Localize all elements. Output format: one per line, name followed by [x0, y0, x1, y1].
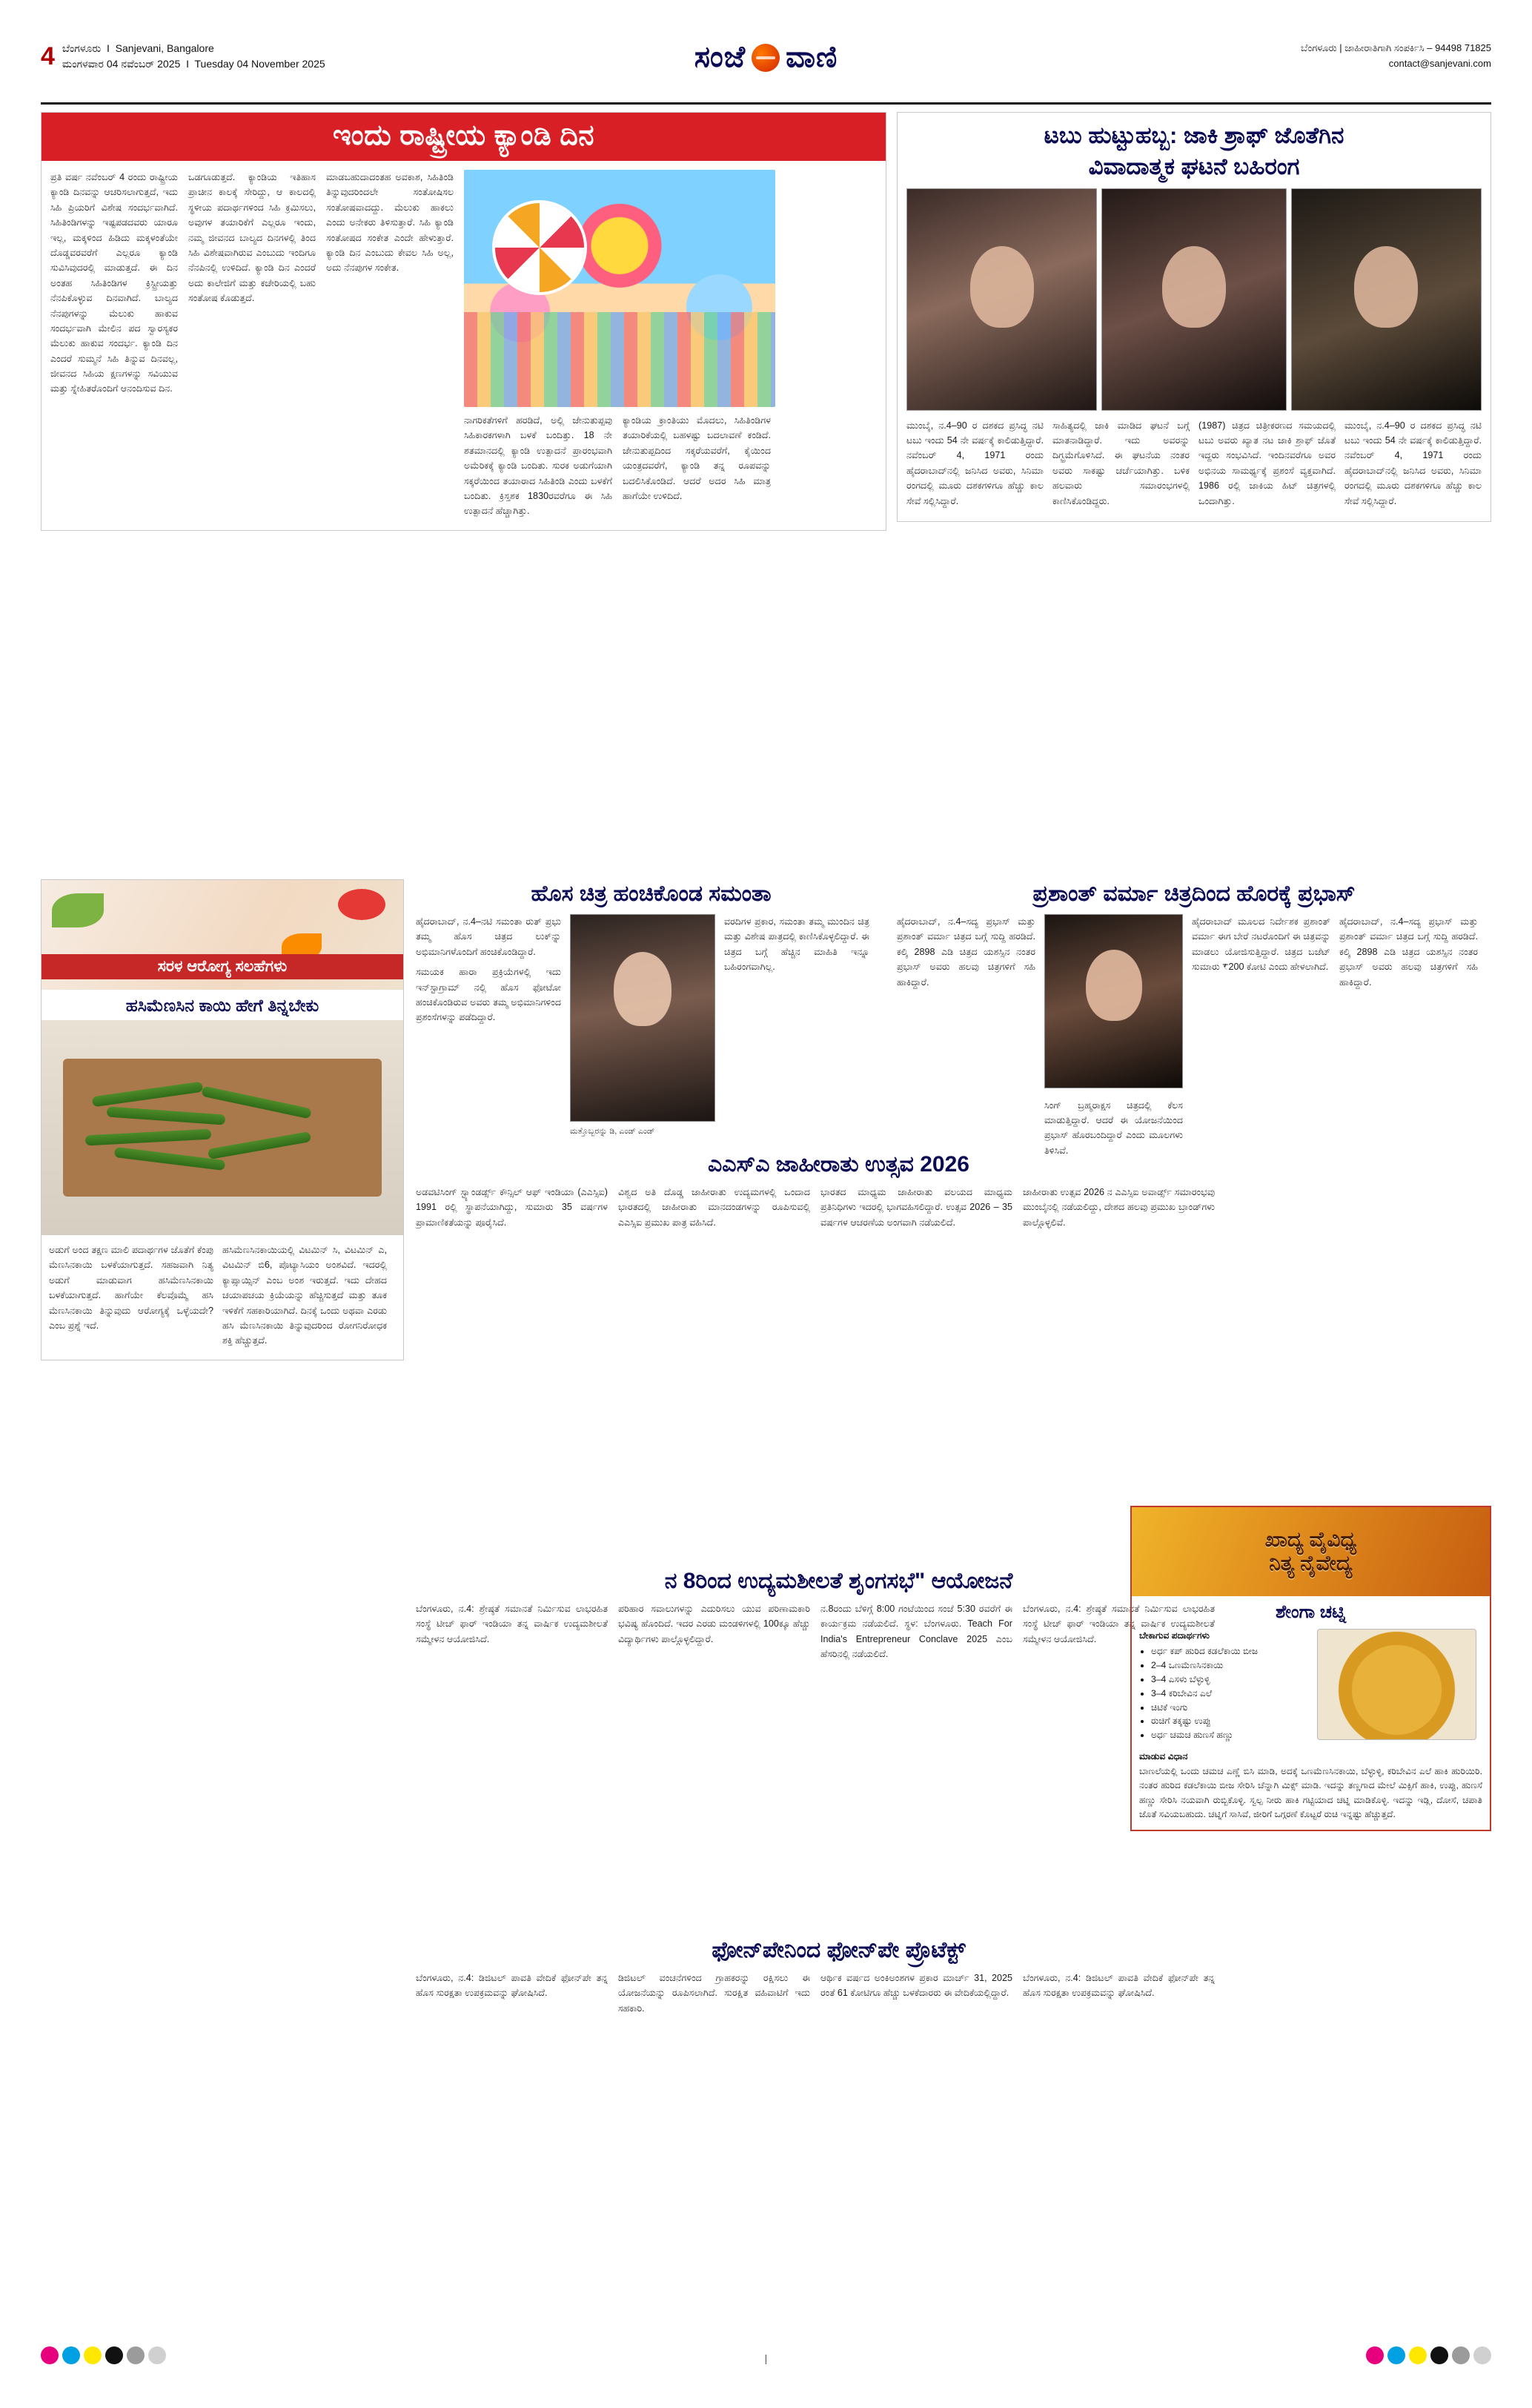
candy-para-2: ಒಡಗೂಡುತ್ತದೆ. ಕ್ಯಾಂಡಿಯ ಇತಿಹಾಸ ಪ್ರಾಚೀನ ಕಾಲಕ್ಕೆ ಸೇರಿದ್ದು, ಆ ಕಾಲದಲ್ಲಿ ಸ್ಥಳೀಯ ಪದಾರ್ಥಗಳಿಂದ ಸಿಹಿ ಕ್ರಮಿಸಲು, ಅವುಗಳ ತಯಾರಿಕೆಗೆ ಎಲ್ಲರೂ ಇಂದು, ನಮ್ಮ ಜೀವನದ ಬಾಲ್ಯದ ದಿನಗಳಲ್ಲಿ ತಿಂದ ಸಿಹಿ ವಿಶೇಷವಾಗಿರುವ ಎಂಬುದು ಇಂದಿಗೂ ನೆನಪಿನಲ್ಲಿ ಉಳಿದಿದೆ. ಕ್ಯಾಂಡಿ ದಿನ ಎಂದರೆ ಅದು ಕಾಲೇಜಿಗೆ ಮತ್ತು ಕಚೇರಿಯಲ್ಲಿ ಬಹು ಸಂತೋಷ ಕೊಡುತ್ತದೆ. — [188, 172, 316, 304]
candy-para-1: ಪ್ರತಿ ವರ್ಷ ನವೆಂಬರ್ 4 ರಂದು ರಾಷ್ಟ್ರೀಯ ಕ್ಯಾಂಡಿ ದಿನವನ್ನು ಆಚರಿಸಲಾಗುತ್ತದೆ, ಇದು ಸಿಹಿ ಪ್ರಿಯರಿಗೆ ವಿಶೇಷ ಸಂದರ್ಭವಾಗಿದೆ. ಸಿಹಿತಿಂಡಿಗಳನ್ನು ಇಷ್ಟಪಡದವರು ಯಾರೂ ಇಲ್ಲ, ಮಕ್ಕಳಿಂದ ಹಿಡಿದು ಮಕ್ಕಳಂತೆಯೇ ದೊಡ್ಡವರವರೆಗೆ ಎಲ್ಲರೂ ಕ್ಯಾಂಡಿ ಸುವಿಸಿವುದರಲ್ಲಿ ಮಾಡುತ್ತದೆ. ಈ ದಿನ ಅಂತಹ ಸಿಹಿತಿಂಡಿಗಳ ಕ್ರಿಸ್ಟ್ರೀಯತ್ತು ನೆನಪಿಕೊಳ್ಳುವ ದಿನವಾಗಿದೆ. ಬಾಲ್ಯದ ನೆನಪುಗಳನ್ನು ಮೆಲುಕು ಹಾಕುವ ಸಂದರ್ಭವಾಗಿ ಮೇಲಿನ ಪದ ಸ್ವಾರಸ್ಯಕರ ಮೆಲುಕು ಹಾಕುವ ಸಂದರ್ಭ. ಕ್ಯಾಂಡಿ ದಿನ ಎಂದರೆ ಸುಮ್ಮನೆ ಸಿಹಿ ತಿನ್ನುವ ದಿನವಲ್ಲ, ಜೀವನದ ಸಿಹಿಯ ಕ್ಷಣಗಳನ್ನು ಸವಿಯುವ ಮತ್ತು ಸ್ನೇಹಿತರೊಂದಿಗೆ ಆನಂದಿಸುವ ದಿನ. — [50, 172, 178, 394]
candy-column-4 — [464, 413, 612, 524]
health-para-2: ಹಸಿಮೆಣಸಿನಕಾಯಿಯಲ್ಲಿ ವಿಟಮಿನ್ ಸಿ, ವಿಟಮಿನ್ ಎ, ವಿಟಮಿನ್ ಬಿ6, ಪೊಟ್ಯಾಸಿಯಂ ಅಂಶವಿದೆ. ಇದರಲ್ಲಿ ಕ್ಯಾಪ್ಸಾಯ್ಸಿನ್ ಎಂಬ ಅಂಶ ಇರುತ್ತದೆ. ಇದು ದೇಹದ ಚಯಾಪಚಯ ಕ್ರಿಯೆಯನ್ನು ಹೆಚ್ಚಿಸುತ್ತದೆ ಮತ್ತು ತೂಕ ಇಳಿಕೆಗೆ ಸಹಕಾರಿಯಾಗಿದೆ. ದಿನಕ್ಕೆ ಒಂದು ಅಥವಾ ಎರಡು ಹಸಿ ಮೆಣಸಿನಕಾಯಿ ತಿನ್ನುವುದರಿಂದ ರೋಗನಿರೋಧಕ ಶಕ್ತಿ ಹೆಚ್ಚುತ್ತದೆ. — [222, 1245, 387, 1346]
phonepe-para-4: ಬೆಂಗಳೂರು, ನ.4: ಡಿಜಿಟಲ್ ಪಾವತಿ ವೇದಿಕೆ ಫೋನ್‌ಪೇ ತನ್ನ ಹೊಸ ಸುರಕ್ಷತಾ ಉಪಕ್ರಮವನ್ನು ಘೋಷಿಸಿದೆ. — [1023, 1973, 1215, 1999]
samantha-para-2: ಸಮಯಕ ಹಾರಾ ಪ್ರಕ್ರಿಯೆಗಳಲ್ಲಿ ಇದು ಇನ್‌ಸ್ಟಾಗ್ರಾಮ್ ನಲ್ಲಿ ಹೊಸ ಫೋಟೋ ಹಂಚಿಕೊಂಡಿರುವ ಅವರು ತಮ್ಮ ಅಭಿಮಾನಿಗಳಿಂದ ಪ್ರಶಂಸೆಗಳನ್ನು ಪಡೆದಿದ್ದಾರೆ. — [416, 967, 561, 1023]
edition-place-kannada: ಬೆಂಗಳೂರು — [62, 42, 102, 54]
candy-para-4: ನಾಗರಿಕತೆಗಳಿಗೆ ಹರಡಿದೆ, ಅಲ್ಲಿ ಜೇನುತುಪ್ಪವು ಸಿಹಿಕಾರಕಗಳಾಗಿ ಬಳಕೆ ಬಂದಿತ್ತು. 18 ನೇ ಶತಮಾನದಲ್ಲಿ ಕ್ಯಾಂಡಿ ಉತ್ಪಾದನೆ ಪ್ರಾರಂಭವಾಗಿ ಅಮೆರಿಕಕ್ಕೆ ಕ್ಯಾಂಡಿ ಬಂದಿತು. ಸುರಕ ಅಡುಗೆಯಾಗಿ ಸಕ್ಕರೆಯಿಂದ ತಯಾರಾದ ಸಿಹಿತಿಂಡಿ ಎಂದು ಬಳಕೆಗೆ ಬಂದಿತು. ಕ್ರಿಸ್ತಶಕ 1830ರವರೆಗೂ ಈ ಸಿಹಿ ಉತ್ಪಾದನೆ ಹೆಚ್ಚಾಗಿತ್ತು. — [464, 415, 612, 517]
samantha-photo-caption: ಮತ್ತೊಬ್ಬರನ್ನು ಡಿ, ಎಂಡ್ ಎಂಡ್ — [570, 1127, 655, 1136]
tabu-column-4 — [1344, 418, 1482, 514]
article-phonepe-protect — [416, 1936, 1261, 2021]
candy-column-2 — [188, 170, 316, 524]
prabhas-para-4: ಹೈದರಾಬಾದ್, ನ.4–ಸದ್ಯ ಪ್ರಭಾಸ್ ಮತ್ತು ಪ್ರಶಾಂತ್ ವರ್ಮಾ ಚಿತ್ರದ ಬಗ್ಗೆ ಸುದ್ದಿ ಹರಡಿದೆ. ಕಲ್ಕಿ 2898 ಎಡಿ ಚಿತ್ರದ ಯಶಸ್ಸಿನ ನಂತರ ಪ್ರಭಾಸ್ ಅವರು ಹಲವು ಚಿತ್ರಗಳಿಗೆ ಸಹಿ ಹಾಕಿದ್ದಾರೆ. — [1339, 916, 1478, 988]
masthead-right — [1032, 41, 1491, 72]
recipe-ingredients — [1139, 1629, 1310, 1742]
article-health-tips — [41, 879, 404, 1360]
ingredient-item: • 2–4 ಒಣಮೆಣಸಿನಕಾಯಿ — [1151, 1658, 1310, 1673]
asci-para-4: ಜಾಹೀರಾತು ಉತ್ಸವ 2026 ನ ಎಎಸ್ಸಿಐ ಅವಾರ್ಡ್ಸ್ ಸಮಾರಂಭವು ಮುಂಬೈನಲ್ಲಿ ನಡೆಯಲಿದ್ದು, ದೇಶದ ಹಲವು ಪ್ರಮುಖ ಬ್ರಾಂಡ್‌ಗಳು ಪಾಲ್ಗೊಳ್ಳಲಿವೆ. — [1023, 1187, 1215, 1228]
article-candy-day — [41, 112, 886, 531]
health-subtitle: ಹಸಿಮೆಣಸಿನ ಕಾಯಿ ಹೇಗೆ ತಿನ್ನಬೇಕು — [125, 996, 319, 1015]
ingredients-heading: ಬೇಕಾಗುವ ಪದಾರ್ಥಗಳು — [1139, 1630, 1210, 1641]
samantha-photo — [570, 914, 715, 1122]
candy-day-headline: ಇಂದು ರಾಷ್ಟ್ರೀಯ ಕ್ಯಾಂಡಿ ದಿನ — [42, 113, 886, 161]
date-kannada: ಮಂಗಳವಾರ 04 ನವೆಂಬರ್ 2025 — [62, 58, 181, 70]
tabu-headline — [906, 120, 1482, 182]
candy-column-3 — [326, 170, 454, 524]
globe-icon — [752, 44, 780, 72]
leaf-icon — [52, 893, 104, 927]
phonepe-column-2 — [618, 1971, 810, 2021]
summit-column-2 — [618, 1601, 810, 1667]
swatch-black — [105, 2346, 123, 2364]
summit-para-3: ನ.8ರಂದು ಬೆಳಿಗ್ಗೆ 8:00 ಗಂಟೆಯಿಂದ ಸಂಜೆ 5:30 ರವರೆಗೆ ಈ ಕಾರ್ಯಕ್ರಮ ನಡೆಯಲಿದೆ. ಸ್ಥಳ: ಬೆಂಗಳೂರು. Teach For India's Entrepreneur Conclave 2025 ಎಂಬ ಹೆಸರಿನಲ್ಲಿ ನಡೆಯಲಿದೆ. — [820, 1604, 1012, 1660]
apple-icon — [338, 889, 385, 920]
prabhas-photo — [1044, 914, 1183, 1088]
candy-festival-photo — [464, 170, 775, 407]
tabu-para-3: (1987) ಚಿತ್ರದ ಚಿತ್ರೀಕರಣದ ಸಮಯದಲ್ಲಿ ಟಬು ಅವರು ಖ್ಯಾತ ನಟ ಜಾಕಿ ಶ್ರಾಫ್ ಜೊತೆ ಇದ್ದರು ಸಂಭವಿಸಿದೆ. ಇಂದಿನವರೆಗೂ ಅವರ ಅಭಿನಯ ಸಾಮರ್ಥ್ಯಕ್ಕೆ ಪ್ರಶಂಸೆ ವ್ಯಕ್ತವಾಗಿದೆ. 1986 ರಲ್ಲಿ ಜಾಕಿಯ ಹಿಟ್ ಚಿತ್ರಗಳಲ್ಲಿ ಒಂದಾಗಿತ್ತು. — [1198, 420, 1336, 506]
prabhas-headline: ಪ್ರಶಾಂತ್ ವರ್ಮಾ ಚಿತ್ರದಿಂದ ಹೊರಕ್ಕೆ ಪ್ರಭಾಸ್ — [1032, 882, 1356, 906]
method-heading: ಮಾಡುವ ವಿಧಾನ — [1139, 1751, 1188, 1762]
masthead-left — [41, 41, 500, 72]
prabhas-column-4 — [1339, 914, 1478, 1168]
health-para-1: ಅಡುಗೆ ಅಂದ ತಕ್ಷಣ ಮಾಲಿ ಪದಾರ್ಥಗಳ ಜೊತೆಗೆ ಕೆಂಪು ಮೆಣಸಿನಕಾಯಿ ಬಳಕೆಯಾಗುತ್ತದೆ. ಸಹಜವಾಗಿ ನಿತ್ಯ ಅಡುಗೆ ಮಾಡುವಾಗ ಹಸಿಮೆಣಸಿನಕಾಯಿ ಬಳಕೆಯಾಗುತ್ತದೆ. ಹಾಗೆಯೇ ಕೆಲವೊಮ್ಮೆ ಹಸಿ ಮೆಣಸಿನಕಾಯಿ ತಿನ್ನುವುದು ಆರೋಗ್ಯಕ್ಕೆ ಒಳ್ಳೆಯದೇ? ಎಂಬ ಪ್ರಶ್ನೆ ಇದೆ. — [49, 1245, 213, 1331]
candy-column-wide — [464, 170, 775, 524]
cutting-board — [63, 1059, 381, 1197]
tabu-photo-1 — [906, 188, 1097, 411]
asci-para-1: ಅಡವಟಿಸಿಂಗ್ ಸ್ಟ್ಯಾಂಡರ್ಡ್ಸ್ ಕೌನ್ಸಿಲ್ ಆಫ್ ಇಂಡಿಯಾ (ಎಎಸ್ಸಿಐ) 1991 ರಲ್ಲಿ ಸ್ಥಾಪನೆಯಾಗಿದ್ದು, ಸುಮಾರು 35 ವರ್ಷಗಳ ಪ್ರಾಮಾಣಿಕತೆಯನ್ನು ಪೂರೈಸಿದೆ. — [416, 1187, 608, 1228]
phonepe-column-1 — [416, 1971, 608, 2021]
health-column-2 — [222, 1243, 387, 1354]
summit-para-4: ಬೆಂಗಳೂರು, ನ.4: ಶ್ರೇಷ್ಠತೆ ಸಮಾನತೆ ನಿರ್ಮಿಸುವ ಲಾಭರಹಿತ ಸಂಸ್ಥೆ ಟೀಚ್ ಫಾರ್ ಇಂಡಿಯಾ ತನ್ನ ವಾರ್ಷಿಕ ಉದ್ಯಮಶೀಲತೆ ಸಮ್ಮೇಳನ ಆಯೋಜಿಸಿದೆ. — [1023, 1604, 1215, 1644]
page-footer — [41, 2339, 1491, 2369]
recipe-banner-line1: ಖಾದ್ಯ ವೈವಿಧ್ಯ — [1264, 1527, 1357, 1551]
phonepe-column-4 — [1023, 1971, 1215, 2021]
chutney-photo — [1317, 1629, 1476, 1740]
ingredient-item: • ಅರ್ಧ ಚಮಚ ಹುಣಸೆ ಹಣ್ಣು — [1151, 1728, 1310, 1742]
tabu-headline-line1: ಟಬು ಹುಟ್ಟುಹಬ್ಬ: ಜಾಕಿ ಶ್ರಾಫ್ ಜೊತೆಗಿನ — [1044, 122, 1344, 148]
prabhas-column-1 — [897, 914, 1035, 1168]
registration-mark: | — [764, 2352, 768, 2364]
phonepe-headline: ಫೋನ್‌ಪೇನಿಂದ ಫೋನ್‌ಪೇ ಪ್ರೊಟೆಕ್ಟ್ — [712, 1938, 966, 1962]
ingredient-item: • 3–4 ಎಸಳು ಬೆಳ್ಳುಳ್ಳಿ — [1151, 1673, 1310, 1687]
prabhas-column-3 — [1192, 914, 1330, 1168]
swatch-yellow — [84, 2346, 102, 2364]
phonepe-column-3 — [820, 1971, 1012, 2021]
recipe-banner-line2: ನಿತ್ಯ ನೈವೇದ್ಯ — [1269, 1552, 1353, 1575]
tabu-column-1 — [906, 418, 1044, 514]
swatch-magenta — [41, 2346, 59, 2364]
color-swatches-right — [1366, 2346, 1491, 2364]
samantha-para-3: ವರದಿಗಳ ಪ್ರಕಾರ, ಸಮಂತಾ ತಮ್ಮ ಮುಂದಿನ ಚಿತ್ರ ಮತ್ತು ವಿಶೇಷ ಪಾತ್ರದಲ್ಲಿ ಕಾಣಿಸಿಕೊಳ್ಳಲಿದ್ದಾರೆ. ಈ ಚಿತ್ರದ ಬಗ್ಗೆ ಹೆಚ್ಚಿನ ಮಾಹಿತಿ ಇನ್ನೂ ಬಹಿರಂಗವಾಗಿಲ್ಲ. — [724, 916, 869, 973]
asci-column-4 — [1023, 1185, 1215, 1235]
summit-para-2: ಪರಿಹಾರ ಸವಾಲುಗಳನ್ನು ಎದುರಿಸಲು ಯುವ ಪರಿಣಾಮಕಾರಿ ಭವಿಷ್ಯ ಹೊಂದಿದೆ. ಇದರ ಎರಡು ಮಂಡಳಿಗಳಲ್ಲಿ 100ಕ್ಕೂ ಹೆಚ್ಚು ವಿದ್ಯಾರ್ಥಿಗಳು ಪಾಲ್ಗೊಳ್ಳಲಿದ್ದಾರೆ. — [618, 1604, 810, 1644]
edition-line: ಬೆಂಗಳೂರು I Sanjevani, Bangalore — [62, 42, 214, 54]
summit-column-1 — [416, 1601, 608, 1667]
tabu-para-4: ಮುಂಬೈ, ನ.4–90 ರ ದಶಕದ ಪ್ರಸಿದ್ಧ ನಟಿ ಟಬು ಇಂದು 54 ನೇ ವರ್ಷಕ್ಕೆ ಕಾಲಿಡುತ್ತಿದ್ದಾರೆ. ನವೆಂಬರ್ 4, 1971 ರಂದು ಹೈದರಾಬಾದ್‌ನಲ್ಲಿ ಜನಿಸಿದ ಅವರು, ಸಿನಿಮಾ ರಂಗದಲ್ಲಿ ಮೂರು ದಶಕಗಳಿಗೂ ಹೆಚ್ಚು ಕಾಲ ಸೇವೆ ಸಲ್ಲಿಸಿದ್ದಾರೆ. — [1344, 420, 1482, 506]
recipe-box — [1130, 1506, 1491, 1831]
candy-column-5 — [623, 413, 771, 524]
masthead — [41, 41, 1491, 105]
prabhas-photo-column — [1044, 914, 1183, 1168]
logo-text-left: ಸಂಜೆ — [694, 41, 746, 73]
health-column-1 — [49, 1243, 213, 1354]
green-chilli-photo — [42, 1020, 403, 1235]
recipe-banner-title — [1132, 1507, 1490, 1596]
candy-para-3: ಮಾಡಬಹುದಾದಂತಹ ಅವಕಾಶ, ಸಿಹಿತಿಂಡಿ ತಿನ್ನುವುದರಿಂದಲೇ ಸಂತೋಷಿಸಲ ಸಂತೋಷವಾದದ್ದು. ಮೆಲುಕು ಹಾಕಲು ಎಂದು ಅನೇಕರು ತಿಳಿಸುತ್ತಾರೆ. ಸಿಹಿ ಕ್ಯಾಂಡಿ ಸಂತೋಷದ ಸಂಕೇತ ಎಂದೇ ಹೇಳುತ್ತಾರೆ. ಕ್ಯಾಂಡಿ ದಿನ ಎಂಬುದು ಕೇವಲ ಸಿಹಿ ಅಲ್ಲ, ಅದು ನೆನಪುಗಳ ಸಂಕೇತ. — [326, 172, 454, 274]
prabhas-para-2: ಸಿಂಗ್ ಬ್ರಹ್ಮರಾಕ್ಷಸ ಚಿತ್ರದಲ್ಲಿ ಕೆಲಸ ಮಾಡುತ್ತಿದ್ದಾರೆ. ಆದರೆ ಈ ಯೋಜನೆಯಿಂದ ಪ್ರಭಾಸ್ ಹೊರಬಂದಿದ್ದಾರೆ ಎಂದು ಮೂಲಗಳು ತಿಳಿಸಿವೆ. — [1044, 1099, 1183, 1156]
samantha-photo-column — [570, 914, 715, 1137]
health-banner-title: ಸರಳ ಆರೋಗ್ಯ ಸಲಹೆಗಳು — [42, 954, 403, 979]
asci-para-3: ಭಾರತದ ಮಾಧ್ಯಮ ಜಾಹೀರಾತು ವಲಯದ ಮಾಧ್ಯಮ ಪ್ರತಿನಿಧಿಗಳು ಇದರಲ್ಲಿ ಭಾಗವಹಿಸಲಿದ್ದಾರೆ. ಉತ್ಸವ 2026 – 35 ವರ್ಷಗಳ ಆಚರಣೆಯ ಅಂಗವಾಗಿ ನಡೆಯಲಿದೆ. — [820, 1187, 1012, 1228]
edition-name-en: Sanjevani, Bangalore — [115, 42, 214, 54]
tabu-para-2: ಸಾಹಿತ್ಯದಲ್ಲಿ ಜಾಕಿ ಮಾಡಿದ ಘಟನೆ ಬಗ್ಗೆ ಮಾತನಾಡಿದ್ದಾರೆ. ಇದು ಅವರನ್ನು ದಿಗ್ಭ್ರಮೆಗೊಳಿಸಿದೆ. ಈ ಘಟನೆಯ ನಂತರ ಅವರು ಸಾಕಷ್ಟು ಚರ್ಚೆಯಾಗಿತ್ತು. ಬಳಿಕ ಹಲವಾರು ಸಮಾರಂಭಗಳಲ್ಲಿ ಕಾಣಿಸಿಕೊಂಡಿದ್ದರು. — [1052, 420, 1190, 506]
newspaper-page — [41, 41, 1491, 2369]
date-line: ಮಂಗಳವಾರ 04 ನವೆಂಬರ್ 2025 I Tuesday 04 November 2025 — [62, 58, 325, 70]
contact-email[interactable]: contact@sanjevani.com — [1388, 57, 1491, 69]
phonepe-para-3: ಆರ್ಥಿಕ ವರ್ಷದ ಅಂಕಿಅಂಶಗಳ ಪ್ರಕಾರ ಮಾರ್ಚ್ 31, 2025 ರಂತೆ 61 ಕೋಟಿಗೂ ಹೆಚ್ಚು ಬಳಕೆದಾರರು ಈ ವೇದಿಕೆಯಲ್ಲಿದ್ದಾರೆ. — [820, 1973, 1012, 1999]
swatch-cyan — [1387, 2346, 1405, 2364]
masthead-center — [500, 41, 1032, 74]
method-text: ಬಾಣಲೆಯಲ್ಲಿ ಒಂದು ಚಮಚ ಎಣ್ಣೆ ಬಿಸಿ ಮಾಡಿ, ಅದಕ್ಕೆ ಒಣಮೆಣಸಿನಕಾಯಿ, ಬೆಳ್ಳುಳ್ಳಿ, ಕರಿಬೇವಿನ ಎಲೆ ಹಾಕಿ ಹುರಿಯಿರಿ. ನಂತರ ಹುರಿದ ಕಡಲೆಕಾಯಿ ಬೀಜ ಸೇರಿಸಿ ಚೆನ್ನಾಗಿ ಮಿಕ್ಸ್ ಮಾಡಿ. ಇದನ್ನು ತಣ್ಣಗಾದ ಮೇಲೆ ಮಿಕ್ಸಿಗೆ ಹಾಕಿ, ಉಪ್ಪು, ಹುಣಸೆ ಹಣ್ಣು ಸೇರಿಸಿ ನಯವಾಗಿ ರುಬ್ಬಿಕೊಳ್ಳಿ. ಸ್ವಲ್ಪ ನೀರು ಹಾಕಿ ಗಟ್ಟಿಯಾದ ಚಟ್ನಿ ಮಾಡಿಕೊಳ್ಳಿ. ಇದನ್ನು ಇಡ್ಲಿ, ದೋಸೆ, ಚಪಾತಿ ಜೊತೆ ಸವಿಯಬಹುದು. ಚಟ್ನಿಗೆ ಸಾಸಿವೆ, ಜೀರಿಗೆ ಒಗ್ಗರಣೆ ಕೊಟ್ಟರೆ ರುಚಿ ಇನ್ನಷ್ಟು ಹೆಚ್ಚುತ್ತದೆ. — [1139, 1765, 1482, 1820]
article-samantha — [416, 879, 886, 1137]
newspaper-logo — [694, 41, 838, 74]
samantha-headline: ಹೊಸ ಚಿತ್ರ ಹಂಚಿಕೊಂಡ ಸಮಂತಾ — [531, 882, 772, 906]
ingredient-item: • ರುಚಿಗೆ ತಕ್ಕಷ್ಟು ಉಪ್ಪು — [1151, 1714, 1310, 1728]
recipe-method — [1132, 1748, 1490, 1830]
swatch-magenta — [1366, 2346, 1384, 2364]
swatch-cyan — [62, 2346, 80, 2364]
phonepe-para-1: ಬೆಂಗಳೂರು, ನ.4: ಡಿಜಿಟಲ್ ಪಾವತಿ ವೇದಿಕೆ ಫೋನ್‌ಪೇ ತನ್ನ ಹೊಸ ಸುರಕ್ಷತಾ ಉಪಕ್ರಮವನ್ನು ಘೋಷಿಸಿದೆ. — [416, 1973, 608, 1999]
swatch-grey — [127, 2346, 145, 2364]
summit-headline: ನ 8ರಿಂದ ಉದ್ಯಮಶೀಲತೆ ಶೃಂಗಸಭೆ" ಆಯೋಜನೆ — [664, 1569, 1013, 1593]
ingredient-item: • ಅರ್ಧ ಕಪ್ ಹುರಿದ ಕಡಲೆಕಾಯಿ ಬೀಜ — [1151, 1644, 1310, 1658]
ingredient-item: • 3–4 ಕರಿಬೇವಿನ ಎಲೆ — [1151, 1687, 1310, 1701]
ingredients-list — [1139, 1644, 1310, 1742]
samantha-para-1: ಹೈದರಾಬಾದ್, ನ.4–ನಟಿ ಸಮಂತಾ ರುತ್ ಪ್ರಭು ತಮ್ಮ ಹೊಸ ಚಿತ್ರದ ಲುಕ್‌ನ್ನು ಅಭಿಮಾನಿಗಳೊಂದಿಗೆ ಹಂಚಿಕೊಂಡಿದ್ದಾರೆ. — [416, 916, 561, 957]
recipe-title: ಶೇಂಗಾ ಚಟ್ನಿ — [1275, 1602, 1347, 1622]
swatch-black — [1430, 2346, 1448, 2364]
asci-column-3 — [820, 1185, 1012, 1235]
logo-text-right: ವಾಣಿ — [786, 41, 838, 73]
asci-para-2: ವಿಶ್ವದ ಅತಿ ದೊಡ್ಡ ಜಾಹೀರಾತು ಉದ್ಯಮಗಳಲ್ಲಿ ಒಂದಾದ ಭಾರತದಲ್ಲಿ ಜಾಹೀರಾತು ಮಾನದಂಡಗಳನ್ನು ರೂಪಿಸುವಲ್ಲಿ ಎಎಸ್ಸಿಐ ಪ್ರಮುಖ ಪಾತ್ರ ವಹಿಸಿದೆ. — [618, 1187, 810, 1228]
recipe-photo-column — [1317, 1629, 1476, 1742]
samantha-column-3 — [724, 914, 869, 1137]
ad-contact-line: ಬೆಂಗಳೂರು | ಜಾಹೀರಾತಿಗಾಗಿ ಸಂಪರ್ಕಿಸಿ – 94498 71825 — [1301, 42, 1491, 53]
summit-para-1: ಬೆಂಗಳೂರು, ನ.4: ಶ್ರೇಷ್ಠತೆ ಸಮಾನತೆ ನಿರ್ಮಿಸುವ ಲಾಭರಹಿತ ಸಂಸ್ಥೆ ಟೀಚ್ ಫಾರ್ ಇಂಡಿಯಾ ತನ್ನ ವಾರ್ಷಿಕ ಉದ್ಯಮಶೀಲತೆ ಸಮ್ಮೇಳನ ಆಯೋಜಿಸಿದೆ. — [416, 1604, 608, 1644]
ingredient-item: • ಚಿಟಿಕೆ ಇಂಗು — [1151, 1701, 1310, 1715]
date-english: Tuesday 04 November 2025 — [194, 58, 325, 70]
tabu-headline-line2: ವಿವಾದಾತ್ಮಕ ಘಟನೆ ಬಹಿರಂಗ — [1088, 153, 1300, 179]
recipe-banner-image — [1132, 1507, 1490, 1596]
swatch-light-grey — [148, 2346, 166, 2364]
asci-headline: ಎಎಸ್ಎ ಜಾಹೀರಾತು ಉತ್ಸವ 2026 — [708, 1152, 969, 1177]
candy-column-1 — [50, 170, 178, 524]
tabu-column-2 — [1052, 418, 1190, 514]
article-prabhas — [897, 879, 1491, 1168]
article-asci-ad-festival — [416, 1150, 1261, 1235]
jackie-shroff-photo — [1291, 188, 1482, 411]
tabu-photo-strip — [906, 188, 1482, 411]
color-swatches-left — [41, 2346, 166, 2364]
samantha-column-1 — [416, 914, 561, 1137]
candy-para-5: ಕ್ಯಾಂಡಿಯ ಕ್ರಾಂತಿಯು ಮೊದಲು, ಸಿಹಿತಿಂಡಿಗಳ ತಯಾರಿಕೆಯಲ್ಲಿ ಬಹಳಷ್ಟು ಬದಲಾವಣೆ ಕಂಡಿದೆ. ಜೇನುತುಪ್ಪದಿಂದ ಸಕ್ಕರೆಯವರೆಗೆ, ಕೈಯಿಂದ ಯಂತ್ರದವರೆಗೆ, ಕ್ಯಾಂಡಿ ತನ್ನ ರೂಪವನ್ನು ಬದಲಿಸಿಕೊಂಡಿದೆ. ಆದರೆ ಅದರ ಸಿಹಿ ಮಾತ್ರ ಹಾಗೆಯೇ ಉಳಿದಿದೆ. — [623, 415, 771, 501]
tabu-column-3 — [1198, 418, 1336, 514]
swatch-yellow — [1409, 2346, 1427, 2364]
asci-column-1 — [416, 1185, 608, 1235]
swatch-light-grey — [1473, 2346, 1491, 2364]
page-number: 4 — [41, 42, 55, 70]
summit-column-3 — [820, 1601, 1012, 1667]
tabu-photo-2 — [1101, 188, 1286, 411]
prabhas-para-3: ಹೈದರಾಬಾದ್ ಮೂಲದ ನಿರ್ದೇಶಕ ಪ್ರಶಾಂತ್ ವರ್ಮಾ ಈಗ ಬೇರೆ ನಟರೊಂದಿಗೆ ಈ ಚಿತ್ರವನ್ನು ಮಾಡಲು ಯೋಜಿಸುತ್ತಿದ್ದಾರೆ. ಚಿತ್ರದ ಬಜೆಟ್ ಸುಮಾರು ₹200 ಕೋಟಿ ಎಂದು ಹೇಳಲಾಗಿದೆ. — [1192, 916, 1330, 973]
asci-column-2 — [618, 1185, 810, 1235]
prabhas-para-1: ಹೈದರಾಬಾದ್, ನ.4–ಸದ್ಯ ಪ್ರಭಾಸ್ ಮತ್ತು ಪ್ರಶಾಂತ್ ವರ್ಮಾ ಚಿತ್ರದ ಬಗ್ಗೆ ಸುದ್ದಿ ಹರಡಿದೆ. ಕಲ್ಕಿ 2898 ಎಡಿ ಚಿತ್ರದ ಯಶಸ್ಸಿನ ನಂತರ ಪ್ರಭಾಸ್ ಅವರು ಹಲವು ಚಿತ್ರಗಳಿಗೆ ಸಹಿ ಹಾಕಿದ್ದಾರೆ. — [897, 916, 1035, 988]
article-tabu-birthday — [897, 112, 1491, 522]
swatch-grey — [1452, 2346, 1470, 2364]
health-banner-image — [42, 880, 403, 990]
phonepe-para-2: ಡಿಜಿಟಲ್ ವಂಚನೆಗಳಿಂದ ಗ್ರಾಹಕರನ್ನು ರಕ್ಷಿಸಲು ಈ ಯೋಜನೆಯನ್ನು ರೂಪಿಸಲಾಗಿದೆ. ಸುರಕ್ಷಿತ ವಹಿವಾಟಿಗೆ ಇದು ಸಹಕಾರಿ. — [618, 1973, 810, 2014]
tabu-para-1: ಮುಂಬೈ, ನ.4–90 ರ ದಶಕದ ಪ್ರಸಿದ್ಧ ನಟಿ ಟಬು ಇಂದು 54 ನೇ ವರ್ಷಕ್ಕೆ ಕಾಲಿಡುತ್ತಿದ್ದಾರೆ. ನವೆಂಬರ್ 4, 1971 ರಂದು ಹೈದರಾಬಾದ್‌ನಲ್ಲಿ ಜನಿಸಿದ ಅವರು, ಸಿನಿಮಾ ರಂಗದಲ್ಲಿ ಮೂರು ದಶಕಗಳಿಗೂ ಹೆಚ್ಚು ಕಾಲ ಸೇವೆ ಸಲ್ಲಿಸಿದ್ದಾರೆ. — [906, 420, 1044, 506]
